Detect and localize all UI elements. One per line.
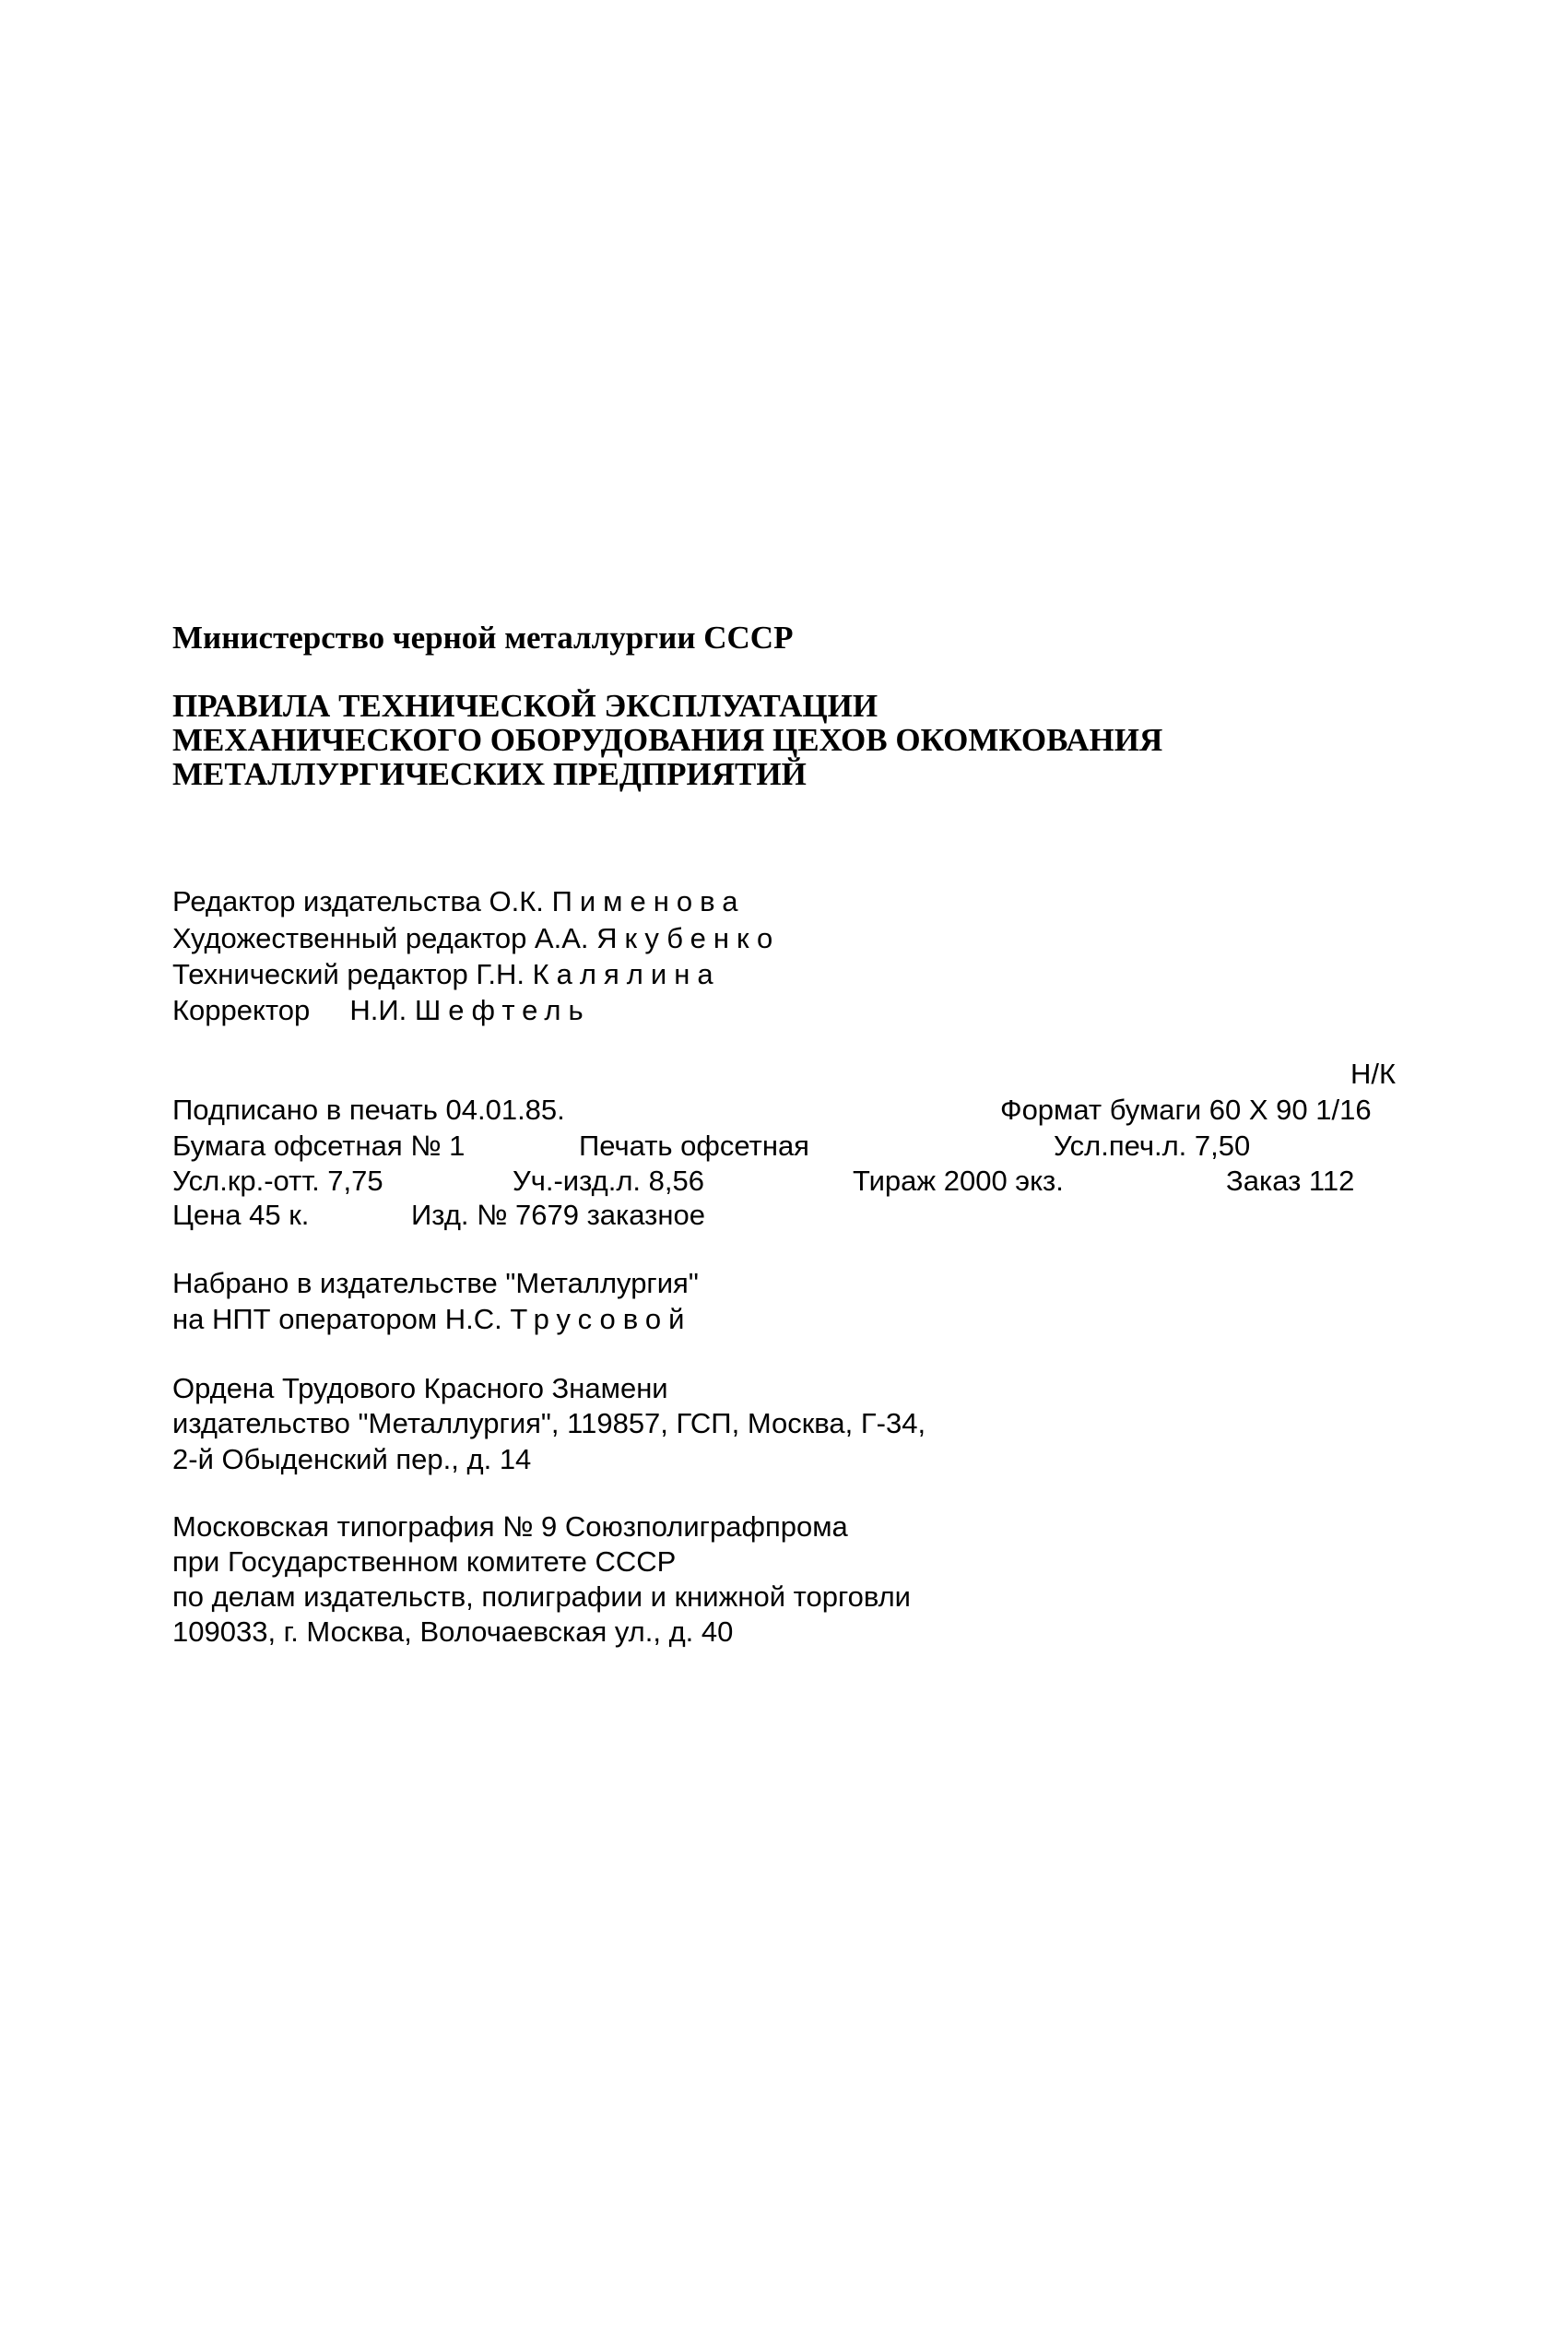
book-title-line-3: МЕТАЛЛУРГИЧЕСКИХ ПРЕДПРИЯТИЙ <box>172 756 807 792</box>
credit-art-editor <box>172 922 780 955</box>
imprint-color-impressions: Усл.кр.-отт. 7,75 <box>172 1165 383 1197</box>
printer-line-3: по делам издательств, полиграфии и книжной торговли <box>172 1580 911 1613</box>
credit-publishing-editor <box>172 885 745 918</box>
imprint-paper-type: Бумага офсетная № 1 <box>172 1130 466 1162</box>
printer-line-2: при Государственном комитете СССР <box>172 1545 677 1578</box>
credit-name: Калялина <box>532 958 721 990</box>
printer-line-1: Московская типография № 9 Союзполиграфпрома <box>172 1510 848 1543</box>
book-title-line-2: МЕХАНИЧЕСКОГО ОБОРУДОВАНИЯ ЦЕХОВ ОКОМКОВАНИЯ <box>172 722 1163 758</box>
imprint-paper-format: Формат бумаги 60 X 90 1/16 <box>1000 1094 1372 1126</box>
credit-technical-editor <box>172 958 721 991</box>
publisher-line-2: издательство "Металлургия", 119857, ГСП, Москва, Г-34, <box>172 1407 926 1439</box>
imprint-order-number: Заказ 112 <box>1226 1165 1355 1197</box>
ministry-name: Министерство черной металлургии СССР <box>172 620 794 656</box>
credit-name: Якубенко <box>596 922 781 954</box>
credit-role: Корректор Н.И. <box>172 994 407 1026</box>
credit-role: Художественный редактор А.А. <box>172 922 589 954</box>
printer-line-4: 109033, г. Москва, Волочаевская ул., д. 40 <box>172 1615 734 1648</box>
credit-role: Технический редактор Г.Н. <box>172 958 525 990</box>
imprint-print-run: Тираж 2000 экз. <box>853 1165 1064 1197</box>
typeset-line-2 <box>172 1303 691 1336</box>
typeset-operator-name: Трусовой <box>510 1303 692 1335</box>
credit-role: Редактор издательства О.К. <box>172 885 544 917</box>
credit-proofreader <box>172 994 591 1027</box>
publisher-line-3: 2-й Обыденский пер., д. 14 <box>172 1443 532 1475</box>
imprint-print-type: Печать офсетная <box>579 1130 809 1162</box>
imprint-nk: Н/К <box>1350 1058 1397 1090</box>
publisher-line-1: Ордена Трудового Красного Знамени <box>172 1372 668 1404</box>
typeset-line-1: Набрано в издательстве "Металлургия" <box>172 1267 699 1299</box>
credit-name: Шефтель <box>414 994 591 1026</box>
imprint-publisher-sheets: Уч.-изд.л. 8,56 <box>513 1165 704 1197</box>
book-title-line-1: ПРАВИЛА ТЕХНИЧЕСКОЙ ЭКСПЛУАТАЦИИ <box>172 688 878 724</box>
imprint-price: Цена 45 к. <box>172 1199 310 1231</box>
imprint-printed-sheets: Усл.печ.л. 7,50 <box>1054 1130 1251 1162</box>
imprint-signed-date: Подписано в печать 04.01.85. <box>172 1094 565 1126</box>
credit-name: Пименова <box>551 885 746 917</box>
imprint-edition-number: Изд. № 7679 заказное <box>411 1199 705 1231</box>
typeset-operator-label: на НПТ оператором Н.С. <box>172 1303 502 1335</box>
